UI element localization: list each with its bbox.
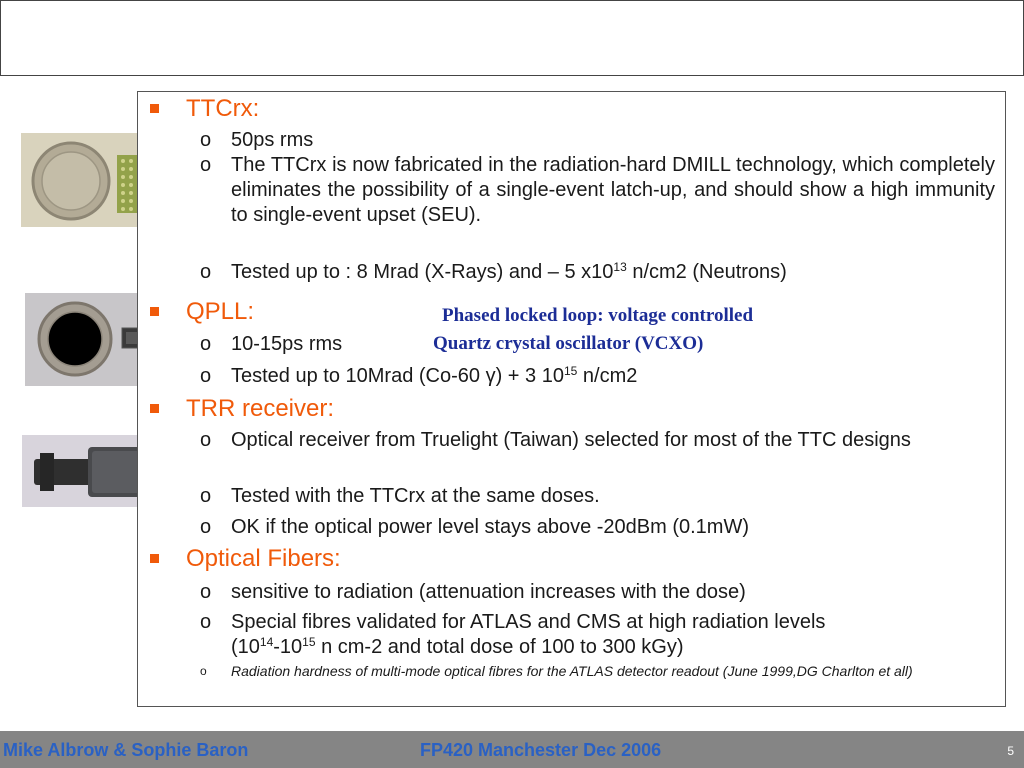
circle-bullet-icon: o <box>200 611 212 633</box>
square-bullet-icon <box>150 104 159 113</box>
circle-bullet-icon: o <box>200 333 212 355</box>
circle-bullet-icon: o <box>200 516 212 538</box>
footer-authors: Mike Albrow & Sophie Baron <box>3 740 249 760</box>
circle-bullet-icon: o <box>200 581 212 603</box>
circle-bullet-icon: o <box>200 365 212 387</box>
qpll-chip-photo <box>25 293 146 386</box>
square-bullet-icon <box>150 404 159 413</box>
circle-bullet-icon: o <box>200 154 212 176</box>
square-bullet-icon <box>150 307 159 316</box>
page-number: 5 <box>1007 744 1014 758</box>
circle-bullet-icon: o <box>200 261 212 283</box>
slide-title-area <box>0 0 1024 76</box>
circle-bullet-icon: o <box>200 429 212 451</box>
circle-bullet-icon: o <box>200 664 207 678</box>
circle-bullet-icon: o <box>200 129 212 151</box>
qpll-note-line-2: Quartz crystal oscillator (VCXO) <box>433 333 704 354</box>
footer-event: FP420 Manchester Dec 2006 <box>420 740 662 760</box>
circle-bullet-icon: o <box>200 485 212 507</box>
qpll-note-line-1: Phased locked loop: voltage controlled <box>442 305 754 326</box>
square-bullet-icon <box>150 554 159 563</box>
footer-bar <box>0 731 1024 768</box>
